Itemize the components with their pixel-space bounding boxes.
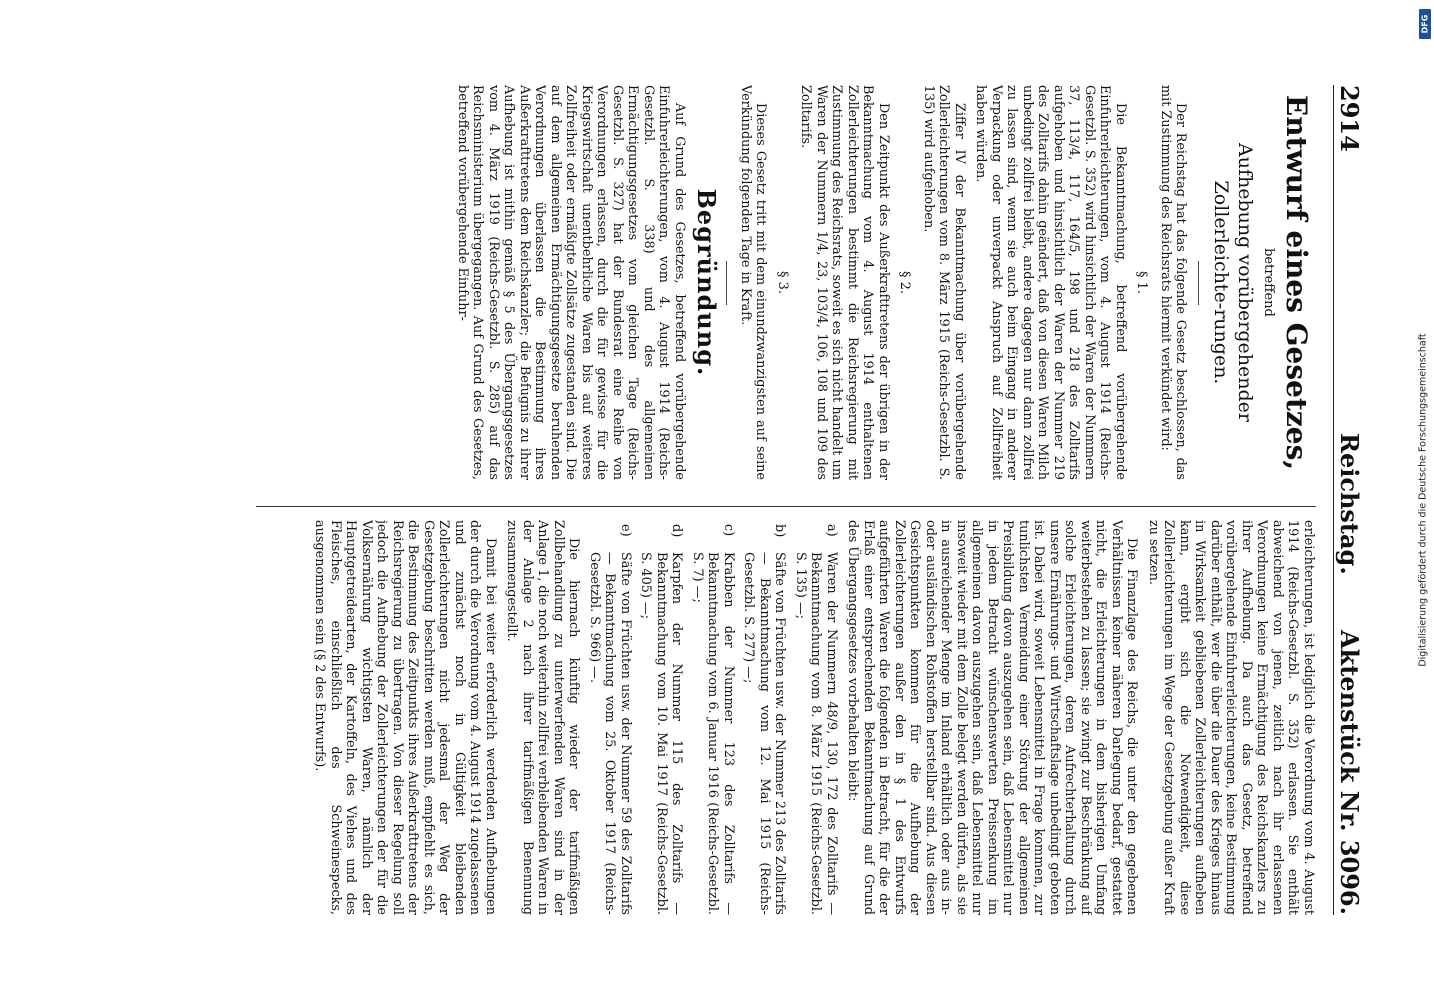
divider xyxy=(727,261,728,305)
page-number: 2914 xyxy=(1335,85,1364,152)
list-item-text: Krabben der Nummer 123 des Zolltarifs — Bekanntmachung vom 6. Januar 1916 (Reichs-Gesetzbl. S. 7) —; xyxy=(690,552,736,915)
header-aktenstueck: Aktenstück Nr. 3096. xyxy=(1335,630,1364,915)
column-divider xyxy=(256,506,1316,507)
begruendung-paragraph-1: Auf Grund des Gesetzes, betreffend vorübergehende Einfuhrerleichterungen, vom 4. August 1914 (Reichs-Gesetzbl. S. 338) und des allgemeinen Ermächtigungsgesetzes vom gleichen Tage (Reichs-Gesetzbl. S. 327) hat der Bundesrat eine Reihe von Verordnungen erlassen, durch die für gewisse für die Kriegswirtschaft unentbehrliche Waren bis auf weiteres Zollfreiheit oder ermäßigte Zollsätze zugestanden sind. Die auf dem allgemeinen Ermächtigungsgesetze beruhenden Verordnungen überlassen die Bestimmung ihres Außerkrafttretens dem Reichskanzler; die Befugnis zu ihrer Aufhebung ist mithin gemäß § 5 des Übergangsgesetzes vom 4. März 1919 (Reichs-Gesetzbl. S. 285) auf das Reichsministerium übergegangen. Auf Grund des Gesetzes, betreffend vorübergehende Einfuhr- xyxy=(455,85,687,480)
law-title: Entwurf eines Gesetzes, xyxy=(1280,94,1313,471)
list-item-label: c) xyxy=(721,524,736,537)
section-3-heading: § 3. xyxy=(775,270,790,295)
list-item xyxy=(638,520,685,915)
list-item xyxy=(587,520,634,915)
page-header xyxy=(1333,85,1370,915)
section-1-paragraph-1: Die Bekanntmachung, betreffend vorübergehende Einfuhrerleichterungen, vom 4. August 1914 (Reichs-Gesetzbl. S. 352) wird hinsichtlich der Waren der Nummern 37, 113/4, 117, 164/5, 198 und 218 des Zolltarifs aufgehoben und hinsichtlich der Waren der Nummer 219 des Zolltarifs dahin geändert, daß von diesen Waren Milch unbedingt zollfrei bleibt, andere dagegen nur dann zollfrei zu lassen sind, wenn sie auch beim Eingang in anderer Verpackung oder unverpackt Anspruch auf Zollfreiheit haben würden. xyxy=(973,85,1128,480)
right-paragraph-3: Die hiernach künftig wieder der tarifmäßigen Zollbehandlung zu unterwerfenden Waren sind in der Anlage 1, die noch weiterhin zollfrei verbleibenden Waren in der Anlage 2 nach ihrer tarifmäßigen Benennung zusammengestellt. xyxy=(504,520,582,915)
right-column xyxy=(246,520,1316,915)
list-item-text: Karpfen der Nummer 115 des Zolltarifs — Bekanntmachung vom 10. Mai 1917 (Reichs-Gesetzbl. S. 405) —; xyxy=(638,552,685,915)
divider xyxy=(1199,261,1200,305)
left-column xyxy=(246,85,1316,480)
section-2-heading: § 2. xyxy=(897,270,913,295)
section-1-paragraph-2: Ziffer IV der Bekanntmachung über vorübergehende Zollerleichterungen vom 8. März 1915 (Reichs-Gesetzbl. S. 135) wird aufgehoben. xyxy=(921,85,967,480)
section-2-paragraph: Den Zeitpunkt des Außerkrafttretens der übrigen in der Bekanntmachung vom 4. August 1914 enthaltenen Zollerleichterungen bestimmt die Reichsregierung mit Zustimmung des Reichsrats, soweit es sich nicht handelt um Waren der Nummern 1/4, 23, 103/4, 106, 108 und 109 des Zolltarifs. xyxy=(798,85,891,480)
list-item xyxy=(690,520,737,915)
right-paragraph-4: Damit bei weiter erforderlich werdenden Aufhebungen der durch die Verordnung vom 4. August 1914 zugelassenen und zunächst noch in Gültigkeit bleibenden Zollerleichterungen nicht jedesmal der Weg der Gesetzgebung beschritten werden muß, empfiehlt es sich, die Bestimmung des Zeitpunkts ihres Außerkrafttretens der Reichsregierung zu übertragen. Von dieser Regelung soll jedoch die Aufhebung der Zollerleichterungen der für die Volksernährung wichtigsten Waren, nämlich der Hauptgetreidearten, der Kartoffeln, des Viehes und des Fleisches, einschließlich des Schweinespecks, ausgenommen sein (§ 2 des Entwurfs). xyxy=(312,520,498,915)
list-item-text: Säfte von Früchten usw. der Nummer 59 des Zolltarifs — Bekanntmachung vom 25. Oktober 1917 (Reichs-Gesetzbl. S. 966) —. xyxy=(587,552,633,915)
law-betreffend: betreffend xyxy=(1261,248,1276,317)
right-paragraph-2: Die Finanzlage des Reichs, die unter den gegebenen Verhältnissen keiner näheren Darlegung bedarf, gestattet nicht, die Erleichterungen in dem bisherigen Umfang weiterbestehen zu lassen; sie zwingt zur Beschränkung auf solche Erleichterungen, deren Aufrechterhaltung durch unsere Ernährungs- und Wirtschaftslage unbedingt geboten ist. Dabei wird, soweit Lebensmittel in Frage kommen, zur tunlichsten Vermeidung einer Störung der allgemeinen Preisbildung davon auszugehen sein, daß Lebensmittel nur in jedem Betracht wünschenswerten Preissenkung im allgemeinen davon auszugehen sein, daß Lebensmittel nur insoweit wieder mit dem Zolle belegt werden dürfen, als sie in ausreichender Menge im Inland erhältlich oder aus in- oder ausländischen Rohstoffen herstellbar sind. Aus diesen Gesichtspunkten kommen für die Aufhebung der Zollerleichterungen außer den in § 1 des Entwurfs aufgeführten Waren die folgenden in Betracht, für die der Erlaß einer entsprechenden Bekanntmachung auf Grund des Übergangsgesetzes vorbehalten bleibt: xyxy=(845,520,1140,915)
list-item-label: a) xyxy=(824,524,839,537)
dfg-logo-text: DFG xyxy=(1420,14,1430,34)
digitization-credit: Digitalisierung gefördert durch die Deutsche Forschungsgemeinschaft xyxy=(1417,333,1429,667)
list-item xyxy=(793,520,840,915)
section-3-paragraph: Dieses Gesetz tritt mit dem einundzwanzigsten auf seine Verkündung folgenden Tage in Kraft. xyxy=(738,85,769,480)
list-item-text: Säfte von Früchten usw. der Nummer 213 des Zolltarifs — Bekanntmachung vom 12. Mai 1915 (Reichs-Gesetzbl. S. 277) —; xyxy=(741,552,788,915)
header-reichstag: Reichstag. xyxy=(1335,433,1364,575)
list-item-text: Waren der Nummern 48/9, 130, 172 des Zolltarifs — Bekanntmachung vom 8. März 1915 (Reichs-Gesetzbl. S. 135) —; xyxy=(793,552,839,915)
section-1-heading: § 1. xyxy=(1134,270,1150,295)
list-item-label: b) xyxy=(772,524,788,538)
law-subtitle: Aufhebung vorübergehender Zollerleichte-rungen. xyxy=(1210,143,1257,422)
right-paragraph-1: erleichterungen, ist lediglich die Verordnung vom 4. August 1914 (Reichs-Gesetzbl. S. 352) erlassen. Sie enthält abweichend von jenen, zeitlich nach ihr erlassenen Verordnungen keine Ermächtigung des Reichskanzlers zu ihrer Aufhebung. Da auch das Gesetz, betreffend vorübergehende Einfuhrerleichterungen, keine Bestimmung darüber enthält, wer die über die Dauer des Krieges hinaus in Wirksamkeit gebliebenen Zollerleichterungen aufheben kann, ergibt sich die Notwendigkeit, diese Zollerleichterungen im Wege der Gesetzgebung außer Kraft zu setzen. xyxy=(1146,520,1316,915)
begruendung-heading: Begründung. xyxy=(692,188,722,377)
list-item-label: e) xyxy=(618,524,633,537)
digitization-sidebar xyxy=(1413,0,1433,1000)
law-intro: Der Reichstag hat das folgende Gesetz beschlossen, das mit Zustimmung des Reichsrats hiermit verkündet wird: xyxy=(1158,85,1189,480)
list-item xyxy=(741,520,788,915)
list-item-label: d) xyxy=(669,524,685,538)
